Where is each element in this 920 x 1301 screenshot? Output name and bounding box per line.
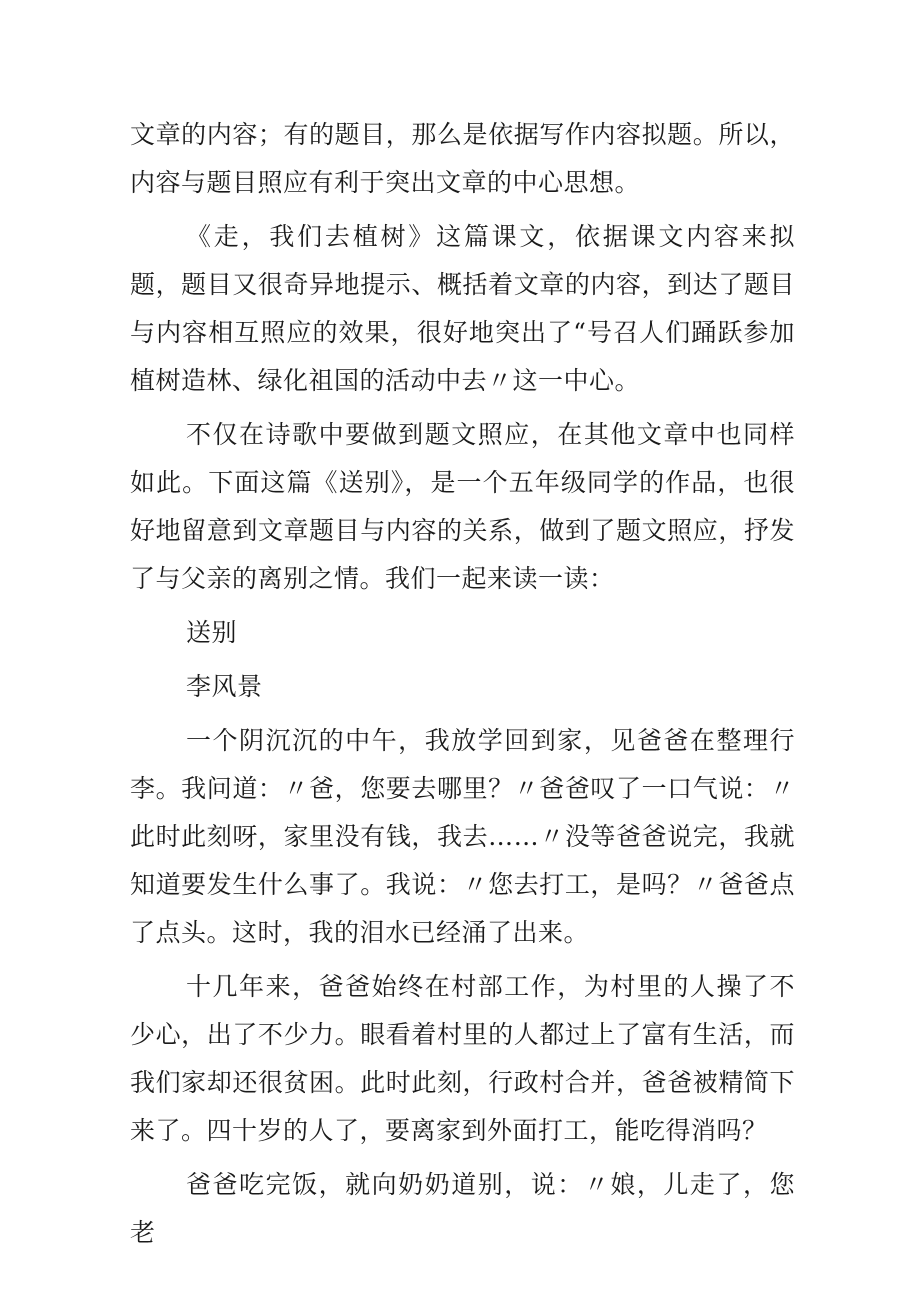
- paragraph-lesson-analysis: 《走，我们去植树》这篇课文，依据课文内容来拟题，题目又很奇异地提示、概括着文章的内容，到达了题目与内容相互照应的效果，很好地突出了“号召人们踊跃参加植树造林、绿化祖国的活动中去〃这一中心。: [130, 222, 795, 395]
- essay-paragraph-3: 爸爸吃完饭，就向奶奶道别，说：〃娘，儿走了，您老: [130, 1170, 795, 1247]
- essay-paragraph-2: 十几年来，爸爸始终在村部工作，为村里的人操了不少心，出了不少力。眼看着村里的人都过上了富有生活，而我们家却还很贫困。此时此刻，行政村合并，爸爸被精简下来了。四十岁的人了，要离家到外面打工，能吃得消吗？: [130, 972, 795, 1145]
- paragraph-introduction: 不仅在诗歌中要做到题文照应，在其他文章中也同样如此。下面这篇《送别》，是一个五年级同学的作品，也很好地留意到文章题目与内容的关系，做到了题文照应，抒发了与父亲的离别之情。我们一起来读一读：: [130, 420, 795, 593]
- document-body: [130, 111, 795, 1263]
- essay-paragraph-1: 一个阴沉沉的中午，我放学回到家，见爸爸在整理行李。我问道：〃爸，您要去哪里？〃爸爸叹了一口气说：〃此时此刻呀，家里没有钱，我去……〃没等爸爸说完，我就知道要发生什么事了。我说：〃您去打工，是吗？〃爸爸点了点头。这时，我的泪水已经涌了出来。: [130, 726, 795, 947]
- essay-author: 李风景: [186, 672, 263, 701]
- essay-title: 送别: [186, 618, 238, 647]
- paragraph-continuation: 文章的内容；有的题目，那么是依据写作内容拟题。所以，内容与题目照应有利于突出文章的中心思想。: [130, 120, 795, 197]
